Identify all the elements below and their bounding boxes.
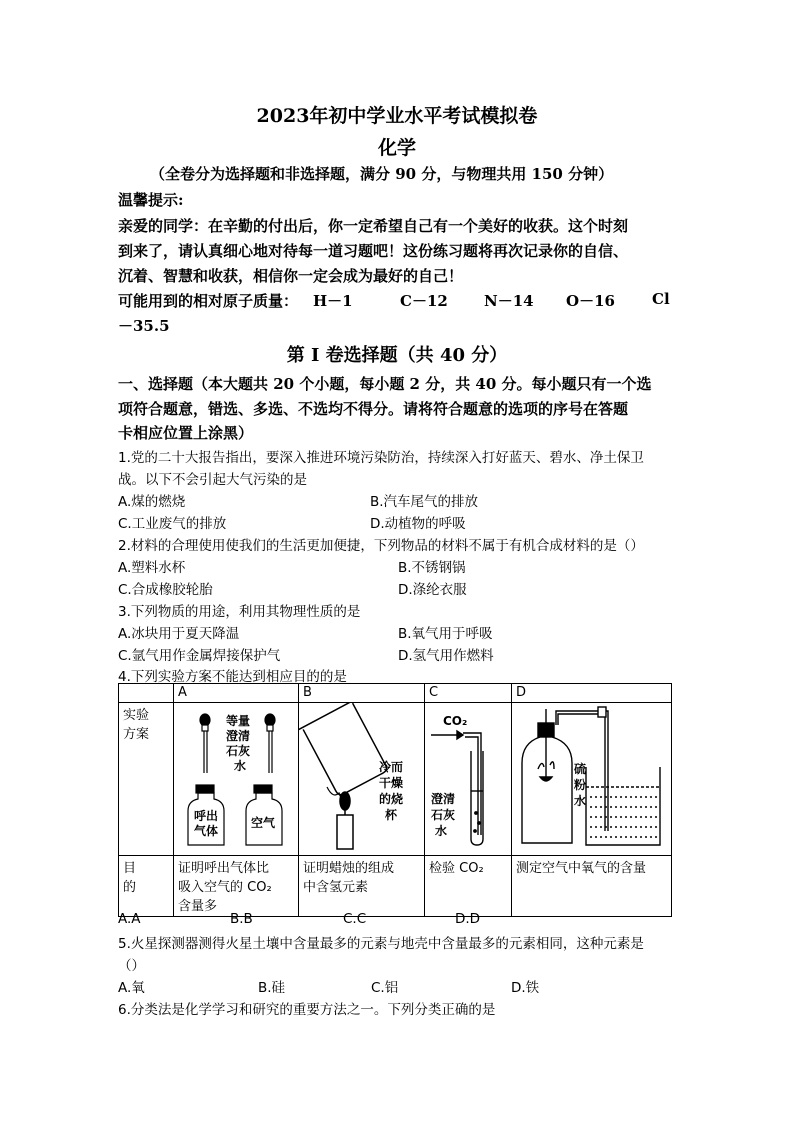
part1-instruction-2: 项符合题意，错选、多选、不选均不得分。请将符合题意的选项的序号在答题 (118, 400, 629, 418)
atomic-mass-label: 可能用到的相对原子质量： (118, 292, 299, 310)
q4-experiment-table (118, 683, 672, 917)
q3-option-c: C.氩气用作金属焊接保护气 (118, 648, 281, 664)
figure-c-cell (425, 703, 512, 856)
q2-option-a: A.塑料水杯 (118, 560, 186, 576)
fig-a-left-1: 呼出 (194, 809, 219, 823)
part1-instruction-3: 卡相应位置上涂黑） (118, 424, 254, 442)
figure-b-cell (299, 703, 425, 856)
q4-option-c: C.C (343, 911, 367, 927)
q4-option-d: D.D (455, 911, 481, 927)
figure-b-candle-beaker (299, 703, 424, 851)
goal-c-1: 检验 CO₂ (429, 861, 484, 876)
q6-stem: 6.分类法是化学学习和研究的重要方法之一。下列分类正确的是 (118, 1002, 496, 1018)
atomic-cl-value: －35.5 (118, 317, 170, 335)
fig-c-label-3: 水 (435, 824, 448, 838)
tips-line-2: 到来了，请认真细心地对待每一道习题吧！这份练习题将再次记录你的自信、 (118, 242, 629, 260)
exam-note: （全卷分为选择题和非选择题，满分 90 分，与物理共用 150 分钟） (150, 165, 614, 183)
q1-option-c: C.工业废气的排放 (118, 516, 227, 532)
exam-title: 2023年初中学业水平考试模拟卷 (256, 105, 538, 127)
fig-c-label-1: 澄清 (431, 792, 456, 806)
fig-a-top-1: 等量 (226, 714, 251, 728)
fig-c-gas: CO₂ (443, 714, 468, 728)
fig-d-label-2: 粉 (574, 778, 587, 792)
goal-b-1: 证明蜡烛的组成 (303, 861, 395, 876)
q1-stem-1: 1.党的二十大报告指出，要深入推进环境污染防治，持续深入打好蓝天、碧水、净土保卫 (118, 450, 644, 466)
q3-option-d: D.氢气用作燃料 (398, 648, 494, 664)
goal-d-1: 测定空气中氧气的含量 (516, 861, 647, 876)
fig-a-top-3: 石灰 (226, 744, 251, 758)
q1-option-d: D.动植物的呼吸 (370, 516, 466, 532)
goal-a-2: 吸入空气的 CO₂ (178, 880, 272, 895)
goal-a-1: 证明呼出气体比 (178, 861, 270, 876)
tips-line-3: 沉着、智慧和收获，相信你一定会成为最好的自己！ (118, 267, 464, 285)
part1-title: 第 I 卷选择题（共 40 分） (286, 345, 508, 366)
q5-option-b: B.硅 (258, 980, 286, 996)
table-header-blank (119, 684, 174, 703)
fig-a-top-2: 澄清 (226, 729, 251, 743)
q1-option-a: A.煤的燃烧 (118, 494, 186, 510)
table-header-b: B (299, 684, 425, 703)
fig-b-label-4: 杯 (385, 808, 398, 822)
goal-b (299, 856, 425, 917)
figure-a-breath-vs-air (174, 703, 298, 851)
fig-b-label-2: 干燥 (379, 776, 404, 790)
q3-option-b: B.氧气用于呼吸 (398, 626, 493, 642)
goal-c (425, 856, 512, 917)
atomic-c: C－12 (400, 292, 448, 310)
row-label-plan-2: 方案 (123, 727, 150, 742)
goal-a-3: 含量多 (178, 899, 218, 914)
fig-a-left-2: 气体 (194, 824, 219, 838)
figure-a-cell (174, 703, 299, 856)
subject-title: 化学 (377, 137, 416, 159)
atomic-cl: Cl (652, 290, 670, 308)
q5-stem-2: （） (118, 958, 145, 974)
q2-option-d: D.涤纶衣服 (398, 582, 467, 598)
figure-d-cell (512, 703, 672, 856)
q4-option-a: A.A (118, 911, 141, 927)
q5-option-a: A.氧 (118, 980, 145, 996)
goal-b-2: 中含氢元素 (303, 880, 369, 895)
row-label-goal-2: 的 (123, 880, 137, 895)
fig-b-label-3: 的烧 (379, 792, 404, 806)
atomic-h: H－1 (313, 292, 353, 310)
q1-stem-2: 战。以下不会引起大气污染的是 (118, 472, 307, 488)
row-label-goal-1: 目 (123, 861, 137, 876)
fig-d-label-3: 水 (574, 794, 587, 808)
table-header-c: C (425, 684, 512, 703)
table-header-d: D (512, 684, 672, 703)
row-label-goal (119, 856, 174, 917)
figure-c-co2-test (425, 703, 511, 851)
row-label-plan-1: 实验 (123, 708, 150, 723)
goal-d (512, 856, 672, 917)
row-label-plan (119, 703, 174, 856)
part1-instruction-1: 一、选择题（本大题共 20 个小题，每小题 2 分，共 40 分。每小题只有一个选 (118, 375, 652, 393)
q1-option-b: B.汽车尾气的排放 (370, 494, 479, 510)
figure-d-oxygen-measurement (512, 703, 671, 851)
goal-a (174, 856, 299, 917)
fig-c-label-2: 石灰 (431, 808, 456, 822)
q4-option-b: B.B (230, 911, 253, 927)
fig-d-label-1: 硫 (574, 762, 587, 776)
fig-a-right: 空气 (251, 816, 276, 830)
q4-stem: 4.下列实验方案不能达到相应目的的是 (118, 669, 347, 685)
q5-option-d: D.铁 (511, 980, 540, 996)
atomic-o: O－16 (566, 292, 615, 310)
q2-option-c: C.合成橡胶轮胎 (118, 582, 213, 598)
tips-line-1: 亲爱的同学：在辛勤的付出后，你一定希望自己有一个美好的收获。这个时刻 (118, 217, 629, 235)
table-header-a: A (174, 684, 299, 703)
q3-option-a: A.冰块用于夏天降温 (118, 626, 240, 642)
q2-option-b: B.不锈钢锅 (398, 560, 466, 576)
q5-option-c: C.铝 (371, 980, 399, 996)
fig-b-label-1: 冷而 (379, 760, 404, 774)
q3-stem: 3.下列物质的用途，利用其物理性质的是 (118, 604, 361, 620)
fig-a-top-4: 水 (234, 759, 247, 773)
q2-stem: 2.材料的合理使用使我们的生活更加便捷，下列物品的材料不属于有机合成材料的是（） (118, 538, 644, 554)
atomic-n: N－14 (484, 292, 534, 310)
tips-label: 温馨提示: (118, 191, 184, 209)
q5-stem-1: 5.火星探测器测得火星土壤中含量最多的元素与地壳中含量最多的元素相同，这种元素是 (118, 936, 644, 952)
